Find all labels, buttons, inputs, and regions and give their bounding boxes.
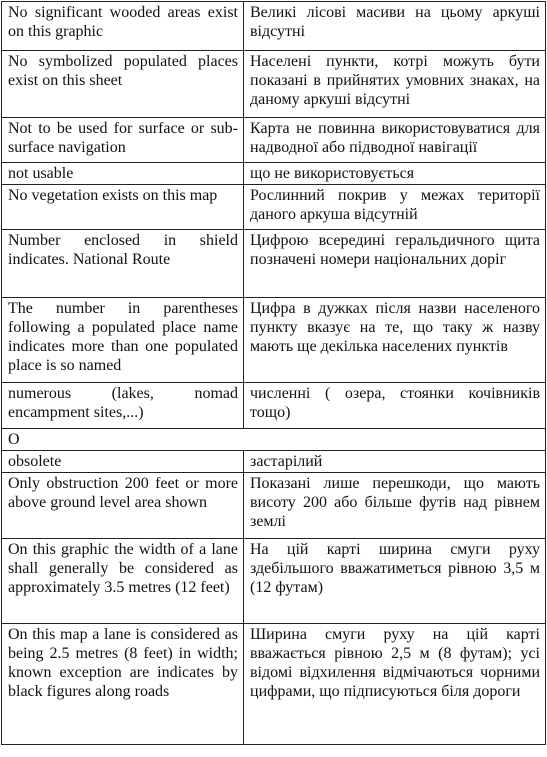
section-letter-row xyxy=(2,429,546,451)
section-letter: O xyxy=(2,429,546,451)
english-term: Not to be used for surface or sub-surface navigation xyxy=(2,118,244,163)
table-row xyxy=(2,185,546,230)
english-term: not usable xyxy=(2,163,244,185)
ukrainian-translation: Великі лісові масиви на цьому аркуші відсутні xyxy=(244,2,546,51)
ukrainian-translation: Цифра в дужках після назви населеного пункту вказує на те, що таку ж назву мають ще декілька населених пунктів xyxy=(244,298,546,383)
table-row xyxy=(2,118,546,163)
table-row xyxy=(2,163,546,185)
english-term: The number in parentheses following a populated place name indicates more than one populated place is so named xyxy=(2,298,244,383)
table-row xyxy=(2,624,546,745)
table-row xyxy=(2,383,546,429)
english-term: On this map a lane is considered as being 2.5 metres (8 feet) in width; known exception are indicates by black figures along roads xyxy=(2,624,244,745)
english-term: No symbolized populated places exist on this sheet xyxy=(2,51,244,118)
table-row xyxy=(2,451,546,473)
english-term: No vegetation exists on this map xyxy=(2,185,244,230)
ukrainian-translation: Карта не повинна використовуватися для надводної або підводної навігації xyxy=(244,118,546,163)
english-term: obsolete xyxy=(2,451,244,473)
english-term: numerous (lakes, nomad encampment sites,...) xyxy=(2,383,244,429)
ukrainian-translation: Цифрою всередині геральдичного щита позначені номери національних доріг xyxy=(244,230,546,298)
table-row xyxy=(2,298,546,383)
english-term: Number enclosed in shield indicates. National Route xyxy=(2,230,244,298)
english-term: No significant wooded areas exist on this graphic xyxy=(2,2,244,51)
table-row xyxy=(2,2,546,51)
table-row xyxy=(2,539,546,624)
table-row xyxy=(2,473,546,539)
table-row xyxy=(2,230,546,298)
english-term: On this graphic the width of a lane shall generally be considered as approximately 3.5 metres (12 feet) xyxy=(2,539,244,624)
ukrainian-translation: що не використовується xyxy=(244,163,546,185)
glossary-table xyxy=(1,1,546,745)
english-term: Only obstruction 200 feet or more above ground level area shown xyxy=(2,473,244,539)
table-row xyxy=(2,51,546,118)
ukrainian-translation: Показані лише перешкоди, що мають висоту 200 або більше футів над рівнем землі xyxy=(244,473,546,539)
ukrainian-translation: численні ( озера, стоянки кочівників тощо) xyxy=(244,383,546,429)
ukrainian-translation: На цій карті ширина смуги руху здебільшого вважатиметься рівною 3,5 м (12 футам) xyxy=(244,539,546,624)
ukrainian-translation: Рослинний покрив у межах території даного аркуша відсутній xyxy=(244,185,546,230)
ukrainian-translation: Населені пункти, котрі можуть бути показані в прийнятих умовних знаках, на даному аркуші відсутні xyxy=(244,51,546,118)
ukrainian-translation: застарілий xyxy=(244,451,546,473)
ukrainian-translation: Ширина смуги руху на цій карті вважається рівною 2,5 м (8 футам); усі відомі відхилення відмічаються чорними цифрами, що підписуються біля дороги xyxy=(244,624,546,745)
